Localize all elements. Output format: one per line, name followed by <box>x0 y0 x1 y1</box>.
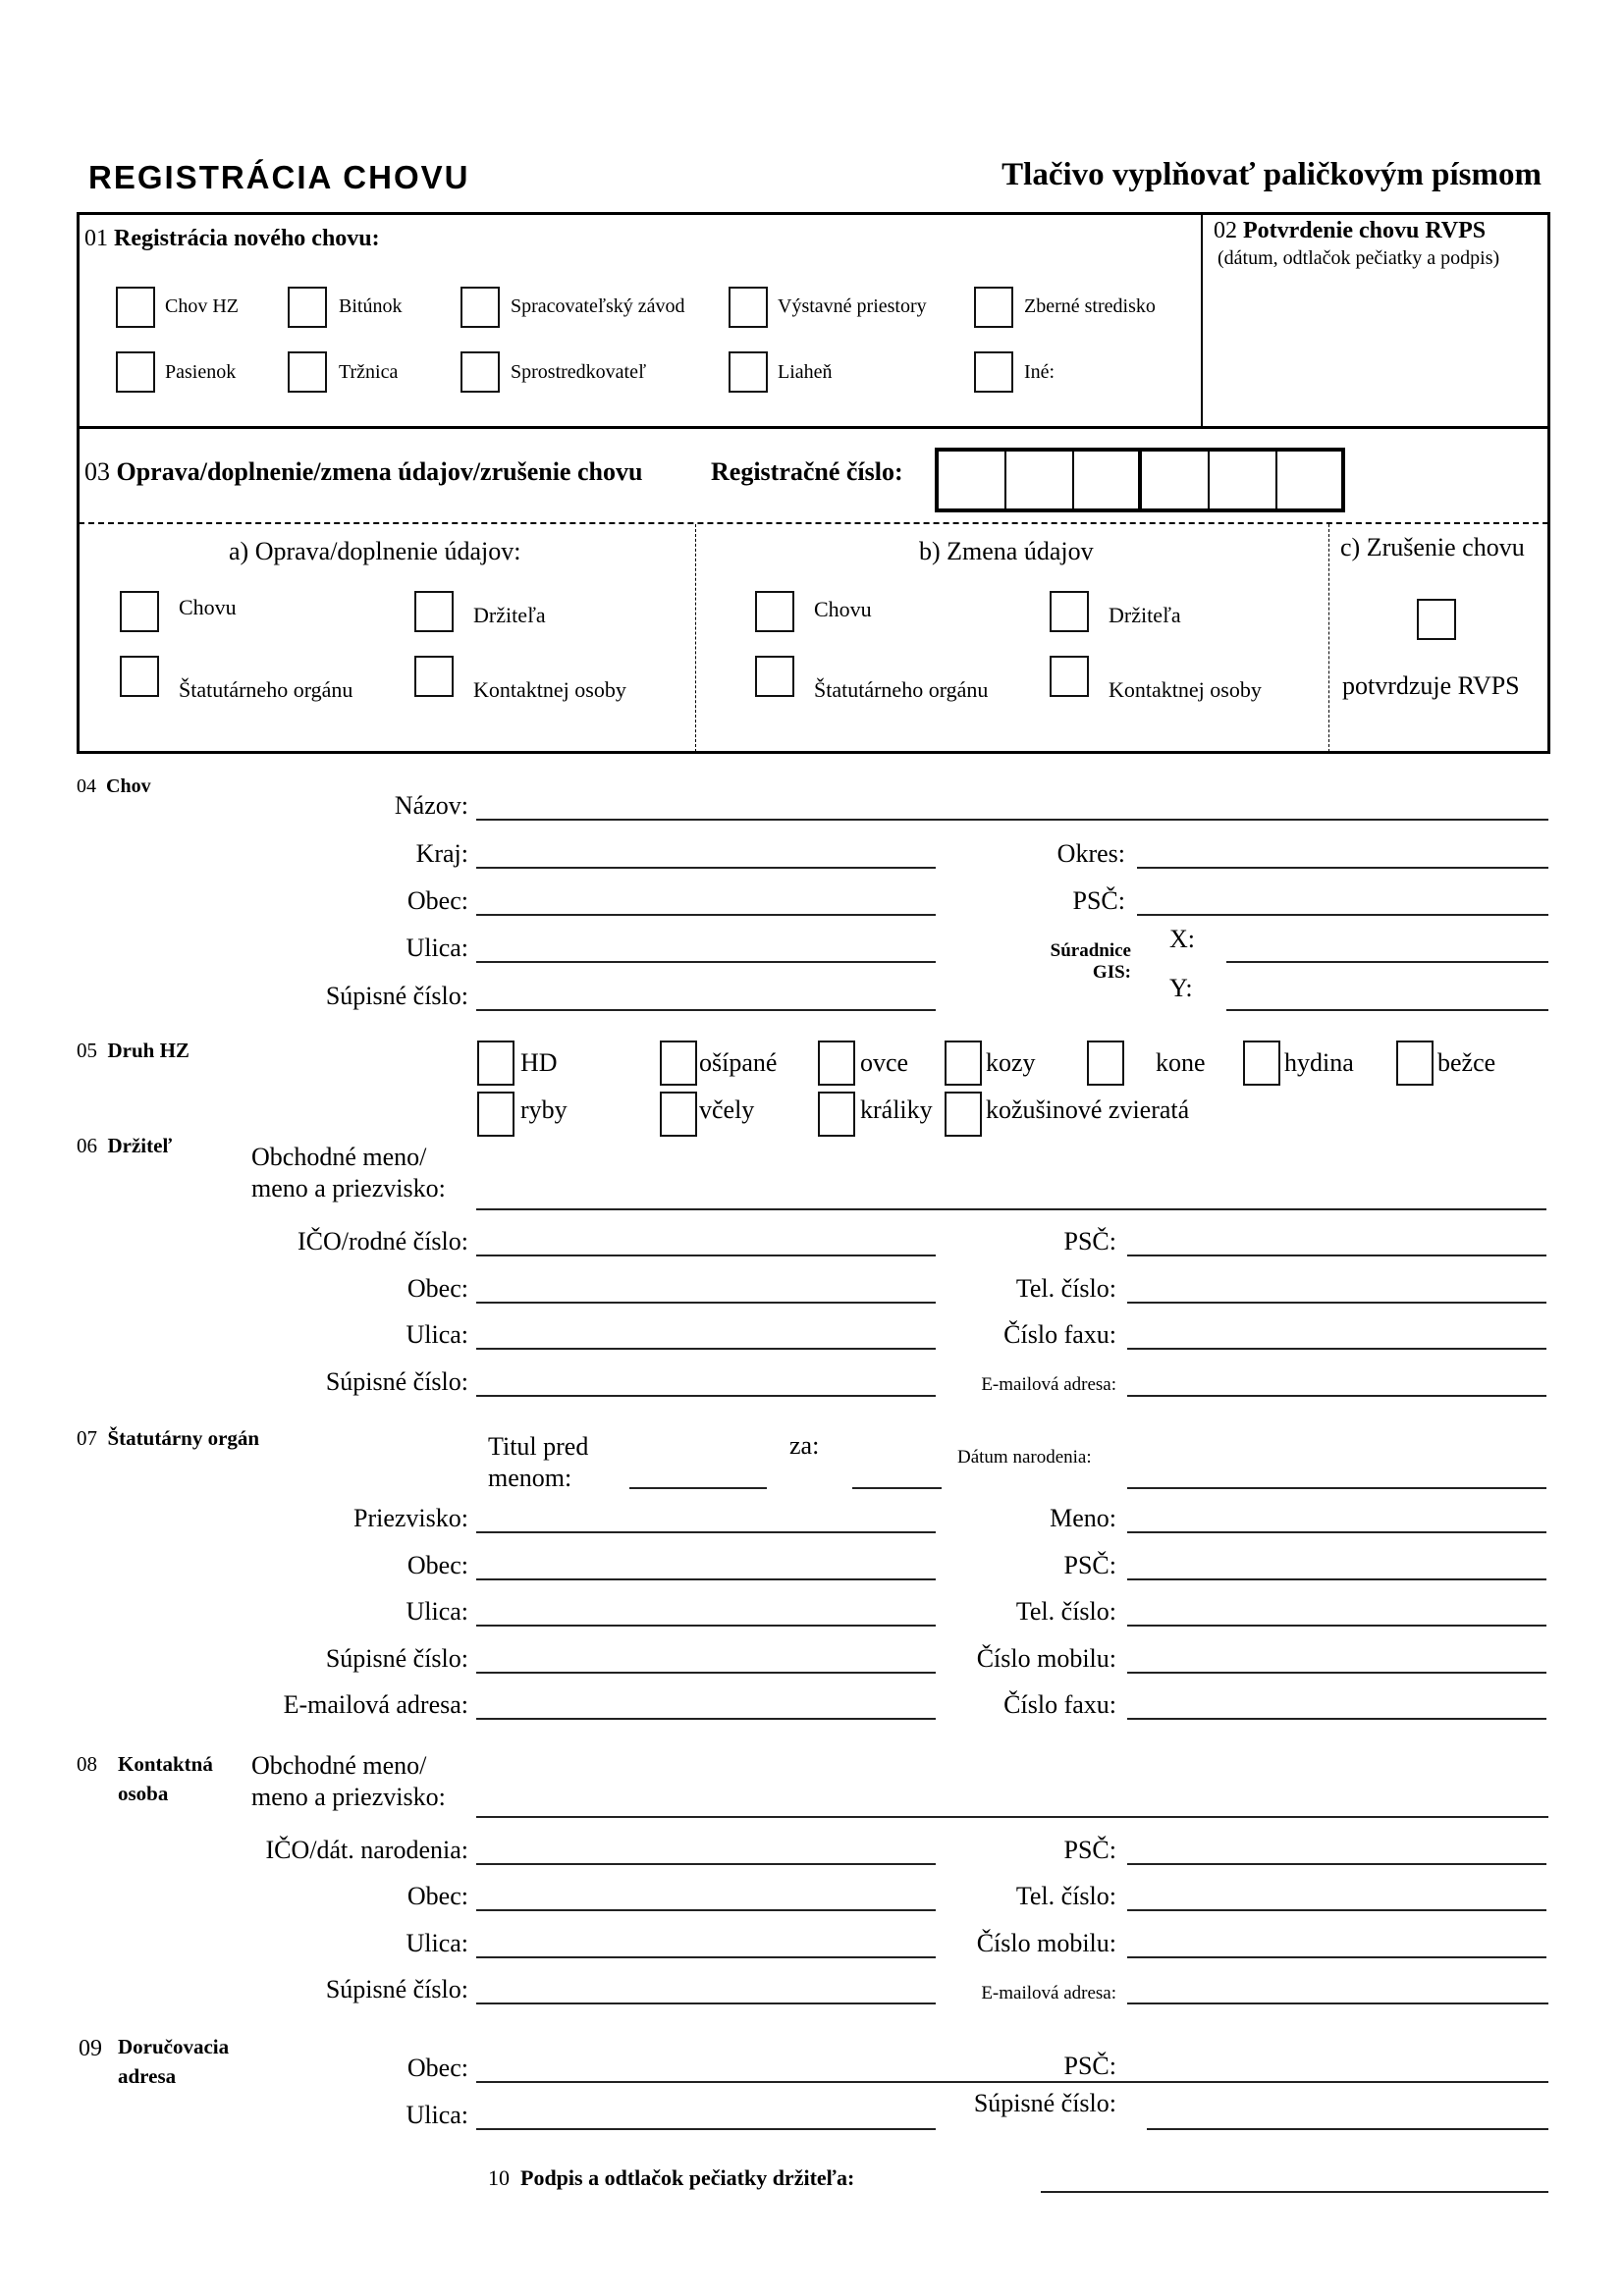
chov-supisne-cislo-input[interactable] <box>476 982 936 1011</box>
kontakt-mobil-input[interactable] <box>1127 1929 1546 1958</box>
reg-number-label: Registračné číslo: <box>711 457 903 486</box>
option-label: Zberné stredisko <box>1024 295 1156 317</box>
section-03a-title: a) Oprava/doplnenie údajov: <box>229 537 521 565</box>
statutar-obec-input[interactable] <box>476 1551 936 1580</box>
section-01-heading: 01 Registrácia nového chovu: <box>84 226 380 251</box>
checkbox-chov-hz[interactable] <box>116 287 155 328</box>
label-obec: Obec: <box>406 1882 468 1910</box>
checkbox-b-chovu[interactable] <box>755 591 794 632</box>
option-label: Sprostredkovateľ <box>511 361 647 383</box>
dorucovacia-ulica-input[interactable] <box>476 2101 936 2130</box>
label-obec: Obec: <box>406 886 468 915</box>
statutar-datum-narodenia-input[interactable] <box>1127 1460 1546 1489</box>
form-title: REGISTRÁCIA CHOVU <box>88 159 470 195</box>
section-02-heading: 02 Potvrdenie chovu RVPS <box>1214 218 1487 243</box>
drzitel-ulica-input[interactable] <box>476 1320 936 1350</box>
drzitel-psc-input[interactable] <box>1127 1227 1546 1256</box>
divider-03-bc <box>1328 524 1329 752</box>
checkbox-vystavne-priestory[interactable] <box>729 287 768 328</box>
label-supisne-cislo: Súpisné číslo: <box>325 1367 468 1396</box>
statutar-priezvisko-input[interactable] <box>476 1504 936 1533</box>
section-06-heading: 06 Držiteľ <box>77 1134 173 1157</box>
checkbox-kraliky[interactable] <box>818 1092 855 1137</box>
drzitel-obec-input[interactable] <box>476 1274 936 1304</box>
checkbox-c-zrusenie-chovu[interactable] <box>1417 599 1456 640</box>
checkbox-a-chovu[interactable] <box>120 591 159 632</box>
gis-y-input[interactable] <box>1226 982 1548 1011</box>
label-obchodne-meno: Obchodné meno/ meno a priezvisko: <box>251 1143 446 1202</box>
drzitel-fax-input[interactable] <box>1127 1320 1546 1350</box>
label-fax: Číslo faxu: <box>1003 1690 1116 1719</box>
statutar-tel-input[interactable] <box>1127 1597 1546 1627</box>
label-mobil: Číslo mobilu: <box>976 1929 1116 1957</box>
option-label: HD <box>520 1048 558 1077</box>
label-gis-y: Y: <box>1169 974 1193 1002</box>
label-supisne-cislo: Súpisné číslo: <box>325 1975 468 2003</box>
drzitel-email-input[interactable] <box>1127 1367 1546 1397</box>
checkbox-b-statutarneho-organu[interactable] <box>755 656 794 697</box>
label-gis-x: X: <box>1169 925 1195 953</box>
checkbox-zberne-stredisko[interactable] <box>974 287 1013 328</box>
label-email: E-mailová adresa: <box>283 1690 468 1719</box>
label-ico: IČO/rodné číslo: <box>297 1227 468 1255</box>
checkbox-trznica[interactable] <box>288 351 327 393</box>
chov-kraj-input[interactable] <box>476 839 936 869</box>
kontakt-obec-input[interactable] <box>476 1882 936 1911</box>
option-label: kone <box>1156 1048 1206 1077</box>
titul-pred-menom-input[interactable] <box>629 1460 767 1489</box>
statutar-psc-input[interactable] <box>1127 1551 1546 1580</box>
label-priezvisko: Priezvisko: <box>353 1504 468 1532</box>
option-label: Pasienok <box>165 361 237 383</box>
checkbox-bezce[interactable] <box>1396 1041 1434 1086</box>
reg-digit-6[interactable] <box>1277 452 1341 508</box>
drzitel-supisne-cislo-input[interactable] <box>476 1367 936 1397</box>
divider-02-03 <box>77 426 1550 429</box>
kontakt-supisne-cislo-input[interactable] <box>476 1975 936 2004</box>
kontakt-obchodne-meno-input[interactable] <box>476 1789 1548 1818</box>
checkbox-hydina[interactable] <box>1243 1041 1280 1086</box>
option-label: bežce <box>1437 1048 1496 1077</box>
checkbox-osipane[interactable] <box>660 1041 697 1086</box>
drzitel-tel-input[interactable] <box>1127 1274 1546 1304</box>
checkbox-a-drzitela[interactable] <box>414 591 454 632</box>
podpis-drzitela-field[interactable] <box>1041 2163 1548 2193</box>
checkbox-pasienok[interactable] <box>116 351 155 393</box>
reg-digit-3[interactable] <box>1074 452 1142 508</box>
label-tel: Tel. číslo: <box>1015 1274 1116 1303</box>
label-nazov: Názov: <box>394 791 468 820</box>
checkbox-kozy[interactable] <box>945 1041 982 1086</box>
kontakt-ulica-input[interactable] <box>476 1929 936 1958</box>
checkbox-vcely[interactable] <box>660 1092 697 1137</box>
label-supisne-cislo: Súpisné číslo: <box>325 1644 468 1673</box>
option-label: Výstavné priestory <box>778 295 927 317</box>
section-03c-note: potvrdzuje RVPS <box>1342 671 1520 700</box>
chov-nazov-input[interactable] <box>476 791 1548 821</box>
label-datum-narodenia: Dátum narodenia: <box>957 1447 1092 1468</box>
reg-number-grid <box>935 448 1345 512</box>
checkbox-ine[interactable] <box>974 351 1013 393</box>
titul-za-input[interactable] <box>852 1460 942 1489</box>
label-ulica: Ulica: <box>406 1929 468 1957</box>
checkbox-kone[interactable] <box>1087 1041 1124 1086</box>
label-psc: PSČ: <box>1063 1227 1116 1255</box>
divider-03-ab <box>695 524 696 752</box>
drzitel-obchodne-meno-input[interactable] <box>476 1181 1546 1210</box>
divider-01-02 <box>1201 214 1203 428</box>
label-titul-za: za: <box>789 1431 820 1460</box>
label-ulica: Ulica: <box>406 934 468 962</box>
reg-digit-4[interactable] <box>1142 452 1210 508</box>
statutar-meno-input[interactable] <box>1127 1504 1546 1533</box>
kontakt-ico-input[interactable] <box>476 1836 936 1865</box>
label-supisne-cislo: Súpisné číslo: <box>325 982 468 1010</box>
label-obec: Obec: <box>406 2054 468 2082</box>
gis-label: Súradnice GIS: <box>1050 940 1131 983</box>
option-label: Štatutárneho orgánu <box>814 677 989 702</box>
label-ulica: Ulica: <box>406 1320 468 1349</box>
rvps-confirmation-area[interactable] <box>1206 275 1544 422</box>
reg-digit-1[interactable] <box>939 452 1006 508</box>
reg-digit-2[interactable] <box>1006 452 1074 508</box>
statutar-ulica-input[interactable] <box>476 1597 936 1627</box>
kontakt-tel-input[interactable] <box>1127 1882 1546 1911</box>
checkbox-b-kontaktnej-osoby[interactable] <box>1050 656 1089 697</box>
label-ico: IČO/dát. narodenia: <box>265 1836 468 1864</box>
section-07-heading: 07 Štatutárny orgán <box>77 1426 260 1450</box>
fill-instruction: Tlačivo vyplňovať paličkovým písmom <box>1001 157 1542 192</box>
checkbox-ryby[interactable] <box>477 1092 514 1137</box>
option-label: včely <box>699 1095 755 1124</box>
section-04-heading: 04 Chov <box>77 775 151 797</box>
label-ulica: Ulica: <box>406 1597 468 1626</box>
section-05-heading: 05 Druh HZ <box>77 1039 189 1062</box>
label-psc: PSČ: <box>1063 1551 1116 1579</box>
label-tel: Tel. číslo: <box>1015 1597 1116 1626</box>
label-meno: Meno: <box>1050 1504 1116 1532</box>
dorucovacia-supisne-cislo-input[interactable] <box>1147 2101 1548 2130</box>
section-03b-title: b) Zmena údajov <box>919 537 1094 565</box>
gis-x-input[interactable] <box>1226 934 1548 963</box>
option-label: Držiteľa <box>1109 603 1181 627</box>
label-email: E-mailová adresa: <box>981 1983 1116 2003</box>
option-label: hydina <box>1284 1048 1354 1077</box>
checkbox-a-kontaktnej-osoby[interactable] <box>414 656 454 697</box>
label-obchodne-meno: Obchodné meno/ meno a priezvisko: <box>251 1751 446 1811</box>
label-kraj: Kraj: <box>415 839 468 868</box>
option-label: Držiteľa <box>473 603 546 627</box>
label-ulica: Ulica: <box>406 2101 468 2129</box>
label-tel: Tel. číslo: <box>1015 1882 1116 1910</box>
option-label: Tržnica <box>339 361 399 383</box>
kontakt-psc-input[interactable] <box>1127 1836 1546 1865</box>
option-label: Liaheň <box>778 361 833 383</box>
option-label: Spracovateľský závod <box>511 295 685 317</box>
label-email: E-mailová adresa: <box>981 1374 1116 1395</box>
dorucovacia-obec-input[interactable] <box>476 2054 1548 2083</box>
section-10-heading: 10 Podpis a odtlačok pečiatky držiteľa: <box>488 2165 855 2190</box>
checkbox-spracovatelsky-zavod[interactable] <box>460 287 500 328</box>
chov-ulica-input[interactable] <box>476 934 936 963</box>
checkbox-b-drzitela[interactable] <box>1050 591 1089 632</box>
option-label: Kontaktnej osoby <box>473 677 626 702</box>
option-label: Chovu <box>814 597 872 621</box>
option-label: kozy <box>986 1048 1036 1077</box>
section-03-heading: 03 Oprava/doplnenie/zmena údajov/zrušenie chovu <box>84 457 643 486</box>
label-okres: Okres: <box>1056 839 1125 868</box>
option-label: Bitúnok <box>339 295 403 317</box>
checkbox-hd[interactable] <box>477 1041 514 1086</box>
label-psc: PSČ: <box>1072 886 1125 915</box>
drzitel-ico-input[interactable] <box>476 1227 936 1256</box>
chov-obec-input[interactable] <box>476 886 936 916</box>
label-titul-pred: Titul pred menom: <box>488 1432 589 1492</box>
label-mobil: Číslo mobilu: <box>976 1644 1116 1673</box>
label-fax: Číslo faxu: <box>1003 1320 1116 1349</box>
section-02-subtitle: (dátum, odtlačok pečiatky a podpis) <box>1218 247 1500 269</box>
label-obec: Obec: <box>406 1274 468 1303</box>
checkbox-a-statutarneho-organu[interactable] <box>120 656 159 697</box>
checkbox-liahen[interactable] <box>729 351 768 393</box>
checkbox-kozusinove-zvierata[interactable] <box>945 1092 982 1137</box>
checkbox-ovce[interactable] <box>818 1041 855 1086</box>
chov-psc-input[interactable] <box>1137 886 1548 916</box>
statutar-fax-input[interactable] <box>1127 1690 1546 1720</box>
option-label: Štatutárneho orgánu <box>179 677 353 702</box>
option-label: ryby <box>520 1095 568 1124</box>
checkbox-sprostredkovatel[interactable] <box>460 351 500 393</box>
statutar-mobil-input[interactable] <box>1127 1644 1546 1674</box>
statutar-email-input[interactable] <box>476 1690 936 1720</box>
label-psc: PSČ: <box>1063 2052 1116 2080</box>
option-label: Chovu <box>179 595 237 619</box>
kontakt-email-input[interactable] <box>1127 1975 1548 2004</box>
label-obec: Obec: <box>406 1551 468 1579</box>
option-label: ošípané <box>699 1048 778 1077</box>
option-label: Iné: <box>1024 361 1056 383</box>
statutar-supisne-cislo-input[interactable] <box>476 1644 936 1674</box>
reg-digit-5[interactable] <box>1210 452 1277 508</box>
option-label: Chov HZ <box>165 295 239 317</box>
option-label: ovce <box>860 1048 909 1077</box>
option-label: králiky <box>860 1095 933 1124</box>
option-label: Kontaktnej osoby <box>1109 677 1262 702</box>
section-03c-title: c) Zrušenie chovu <box>1340 533 1525 561</box>
label-supisne-cislo: Súpisné číslo: <box>973 2089 1116 2117</box>
section-08-heading: 08 Kontaktná osoba <box>77 1752 213 1805</box>
checkbox-bitunok[interactable] <box>288 287 327 328</box>
chov-okres-input[interactable] <box>1137 839 1548 869</box>
section-09-heading: 09 Doručovacia adresa <box>79 2035 230 2088</box>
label-psc: PSČ: <box>1063 1836 1116 1864</box>
option-label: kožušinové zvieratá <box>986 1095 1190 1124</box>
